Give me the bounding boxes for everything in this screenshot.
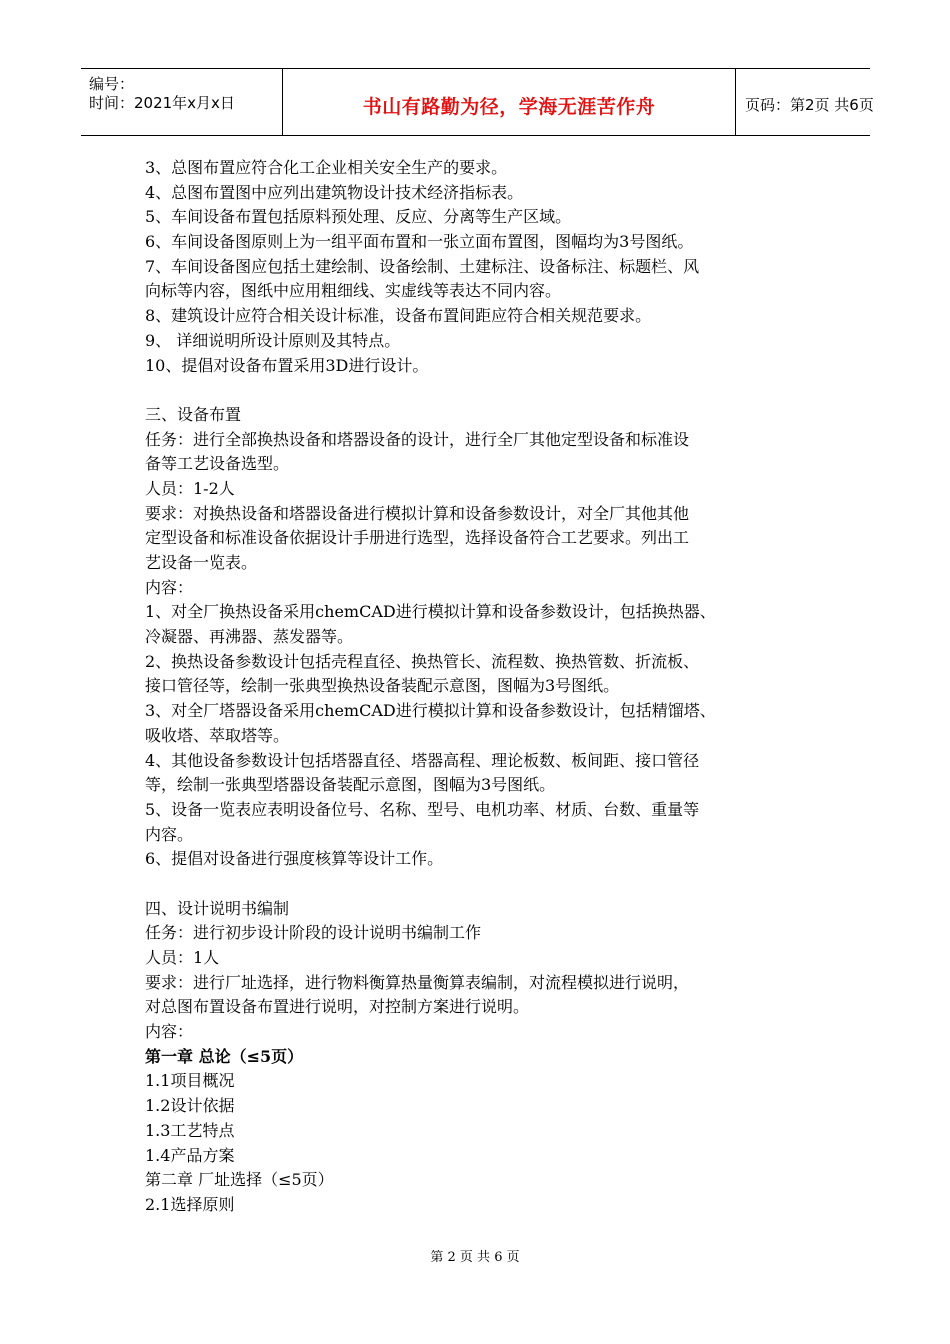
body-line: 1.1项目概况: [145, 1071, 235, 1091]
body-line: 人员：1-2人: [145, 478, 235, 498]
header-meta-cell: [81, 69, 283, 135]
header-page-info: 页码：第2页 共6页: [745, 96, 874, 114]
body-line: 6、提倡对设备进行强度核算等设计工作。: [145, 849, 444, 869]
body-line: 4、其他设备参数设计包括塔器直径、塔器高程、理论板数、板间距、接口管径: [145, 750, 700, 770]
document-body: [145, 156, 835, 1218]
document-date-label: 时间：2021年x月x日: [89, 94, 235, 112]
body-line: 内容：: [145, 1022, 194, 1042]
body-line: 9、 详细说明所设计原则及其特点。: [145, 330, 401, 350]
body-line: 第一章 总论（≤5页）: [145, 1046, 304, 1066]
body-line: 冷凝器、再沸器、蒸发器等。: [145, 627, 354, 647]
body-line: 1.3工艺特点: [145, 1120, 235, 1140]
body-line: 2、换热设备参数设计包括壳程直径、换热管长、流程数、换热管数、折流板、: [145, 651, 700, 671]
body-line: 内容：: [145, 577, 194, 597]
body-line: 人员：1人: [145, 948, 220, 967]
body-line: 三、设备布置: [145, 404, 242, 424]
body-line: 5、车间设备布置包括原料预处理、反应、分离等生产区域。: [145, 207, 572, 227]
header-page-cell: [736, 69, 874, 135]
body-line: 对总图布置设备布置进行说明，对控制方案进行说明。: [145, 997, 530, 1017]
body-line: 第二章 厂址选择（≤5页）: [145, 1170, 334, 1190]
body-line: 任务：进行全部换热设备和塔器设备的设计，进行全厂其他定型设备和标准设: [145, 429, 690, 449]
body-line: 2.1选择原则: [145, 1194, 235, 1214]
body-line: 四、设计说明书编制: [145, 898, 290, 918]
body-line: 接口管径等，绘制一张典型换热设备装配示意图，图幅为3号图纸。: [145, 676, 620, 696]
body-line: 要求：进行厂址选择，进行物料衡算热量衡算表编制，对流程模拟进行说明，: [145, 972, 690, 992]
body-line: 1.4产品方案: [145, 1145, 235, 1165]
header-motto-cell: [283, 69, 736, 135]
body-line: 等，绘制一张典型塔器设备装配示意图，图幅为3号图纸。: [145, 775, 556, 795]
document-code-label: 编号：: [89, 75, 135, 93]
body-line: 5、设备一览表应表明设备位号、名称、型号、电机功率、材质、台数、重量等: [145, 799, 700, 819]
body-line: 7、车间设备图应包括土建绘制、设备绘制、土建标注、设备标注、标题栏、风: [145, 256, 700, 276]
page-header: [81, 68, 874, 136]
body-line: 向标等内容，图纸中应用粗细线、实虚线等表达不同内容。: [145, 281, 562, 301]
body-line: 3、总图布置应符合化工企业相关安全生产的要求。: [145, 158, 508, 177]
body-line: 6、车间设备图原则上为一组平面布置和一张立面布置图，图幅均为3号图纸。: [145, 232, 694, 252]
body-line: 3、对全厂塔器设备采用chemCAD进行模拟计算和设备参数设计，包括精馏塔、: [145, 701, 716, 721]
header-motto: 书山有路勤为径，学海无涯苦作舟: [362, 96, 656, 118]
body-line: 10、提倡对设备布置采用3D进行设计。: [145, 355, 429, 375]
body-line: 定型设备和标准设备依据设计手册进行选型，选择设备符合工艺要求。列出工: [145, 528, 690, 548]
body-line: 1、对全厂换热设备采用chemCAD进行模拟计算和设备参数设计，包括换热器、: [145, 602, 716, 622]
body-line: 任务：进行初步设计阶段的设计说明书编制工作: [145, 923, 482, 943]
blank-line: [145, 872, 835, 897]
body-line: 要求：对换热设备和塔器设备进行模拟计算和设备参数设计，对全厂其他其他: [145, 503, 690, 523]
body-line: 备等工艺设备选型。: [145, 454, 290, 474]
body-line: 内容。: [145, 824, 194, 844]
body-line: 4、总图布置图中应列出建筑物设计技术经济指标表。: [145, 182, 524, 202]
blank-line: [145, 378, 835, 403]
page-footer: 第 2 页 共 6 页: [430, 1250, 520, 1265]
body-line: 艺设备一览表。: [145, 553, 258, 572]
body-line: 1.2设计依据: [145, 1096, 235, 1116]
body-line: 吸收塔、萃取塔等。: [145, 725, 290, 745]
body-line: 8、建筑设计应符合相关设计标准，设备布置间距应符合相关规范要求。: [145, 306, 652, 326]
